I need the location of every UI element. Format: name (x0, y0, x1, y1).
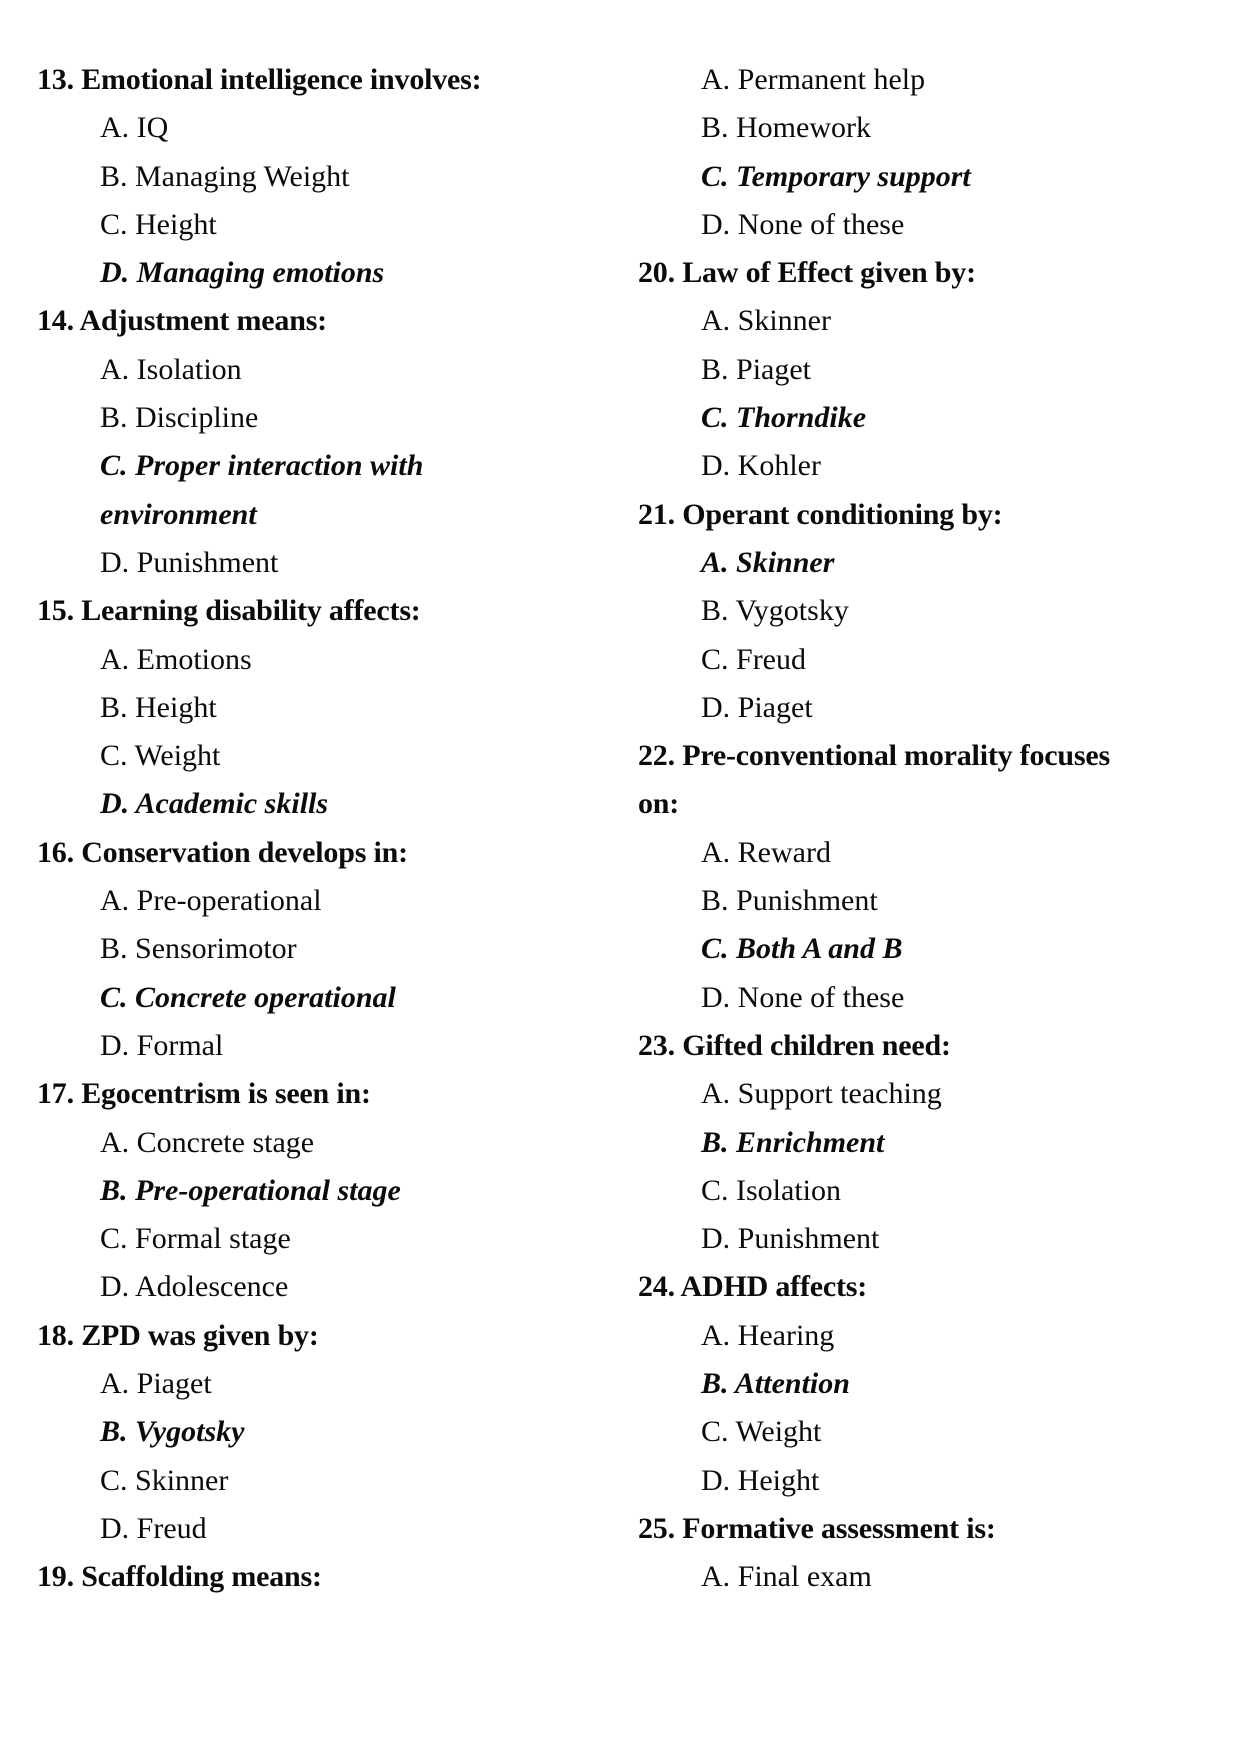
option-line: D. Formal (100, 1028, 224, 1062)
option-line: A. IQ (100, 111, 169, 145)
option-line: A. Skinner (701, 304, 831, 338)
option-line: A. Emotions (100, 642, 252, 676)
option-line: C. Weight (701, 1415, 822, 1449)
correct-option-line: B. Attention (701, 1367, 850, 1401)
question-line: on: (638, 787, 680, 821)
correct-option-line: D. Academic skills (100, 787, 329, 821)
correct-option-line: C. Both A and B (701, 932, 903, 966)
correct-option-line: environment (100, 497, 257, 531)
question-line: 18. ZPD was given by: (37, 1318, 319, 1352)
correct-option-line: C. Temporary support (701, 159, 971, 193)
option-line: A. Concrete stage (100, 1125, 315, 1159)
question-line: 21. Operant conditioning by: (638, 497, 1003, 531)
correct-option-line: C. Proper interaction with (100, 449, 424, 483)
option-line: B. Piaget (701, 352, 811, 386)
option-line: B. Discipline (100, 401, 259, 435)
option-line: B. Vygotsky (701, 594, 849, 628)
question-line: 24. ADHD affects: (638, 1270, 868, 1304)
option-line: D. Height (701, 1463, 820, 1497)
question-line: 19. Scaffolding means: (37, 1560, 322, 1594)
correct-option-line: C. Thorndike (701, 401, 867, 435)
option-line: D. Punishment (100, 545, 279, 579)
option-line: A. Support teaching (701, 1077, 942, 1111)
option-line: C. Height (100, 207, 217, 241)
quiz-column-left (37, 56, 622, 1602)
option-line: B. Homework (701, 111, 871, 145)
option-line: A. Pre-operational (100, 884, 322, 918)
option-line: C. Formal stage (100, 1222, 291, 1256)
option-line: C. Skinner (100, 1463, 229, 1497)
question-line: 25. Formative assessment is: (638, 1511, 996, 1545)
option-line: A. Permanent help (701, 63, 926, 96)
question-line: 15. Learning disability affects: (37, 594, 421, 628)
question-line: 22. Pre-conventional morality focuses (638, 739, 1110, 773)
option-line: D. None of these (701, 207, 905, 241)
option-line: A. Hearing (701, 1318, 835, 1352)
option-line: A. Isolation (100, 352, 242, 386)
correct-option-line: A. Skinner (701, 545, 835, 579)
option-line: D. None of these (701, 980, 905, 1014)
question-line: 23. Gifted children need: (638, 1028, 951, 1062)
correct-option-line: B. Enrichment (701, 1125, 885, 1159)
quiz-column-right (638, 56, 1233, 1602)
question-line: 20. Law of Effect given by: (638, 256, 976, 290)
option-line: A. Reward (701, 835, 831, 869)
option-line: B. Height (100, 690, 217, 724)
correct-option-line: C. Concrete operational (100, 980, 396, 1014)
option-line: D. Punishment (701, 1222, 880, 1256)
option-line: A. Piaget (100, 1367, 212, 1401)
option-line: B. Managing Weight (100, 159, 350, 193)
option-line: B. Punishment (701, 884, 878, 918)
correct-option-line: B. Vygotsky (100, 1415, 245, 1449)
option-line: B. Sensorimotor (100, 932, 297, 966)
correct-option-line: B. Pre-operational stage (100, 1173, 401, 1207)
option-line: D. Piaget (701, 690, 813, 724)
question-line: 17. Egocentrism is seen in: (37, 1077, 371, 1111)
option-line: D. Adolescence (100, 1270, 289, 1304)
option-line: D. Freud (100, 1511, 207, 1545)
option-line: C. Isolation (701, 1173, 841, 1207)
option-line: A. Final exam (701, 1560, 872, 1594)
question-line: 16. Conservation develops in: (37, 835, 408, 869)
option-line: C. Freud (701, 642, 806, 676)
option-line: D. Kohler (701, 449, 821, 483)
option-line: C. Weight (100, 739, 221, 773)
question-line: 14. Adjustment means: (37, 304, 327, 338)
question-line: 13. Emotional intelligence involves: (37, 63, 482, 96)
correct-option-line: D. Managing emotions (100, 256, 385, 290)
